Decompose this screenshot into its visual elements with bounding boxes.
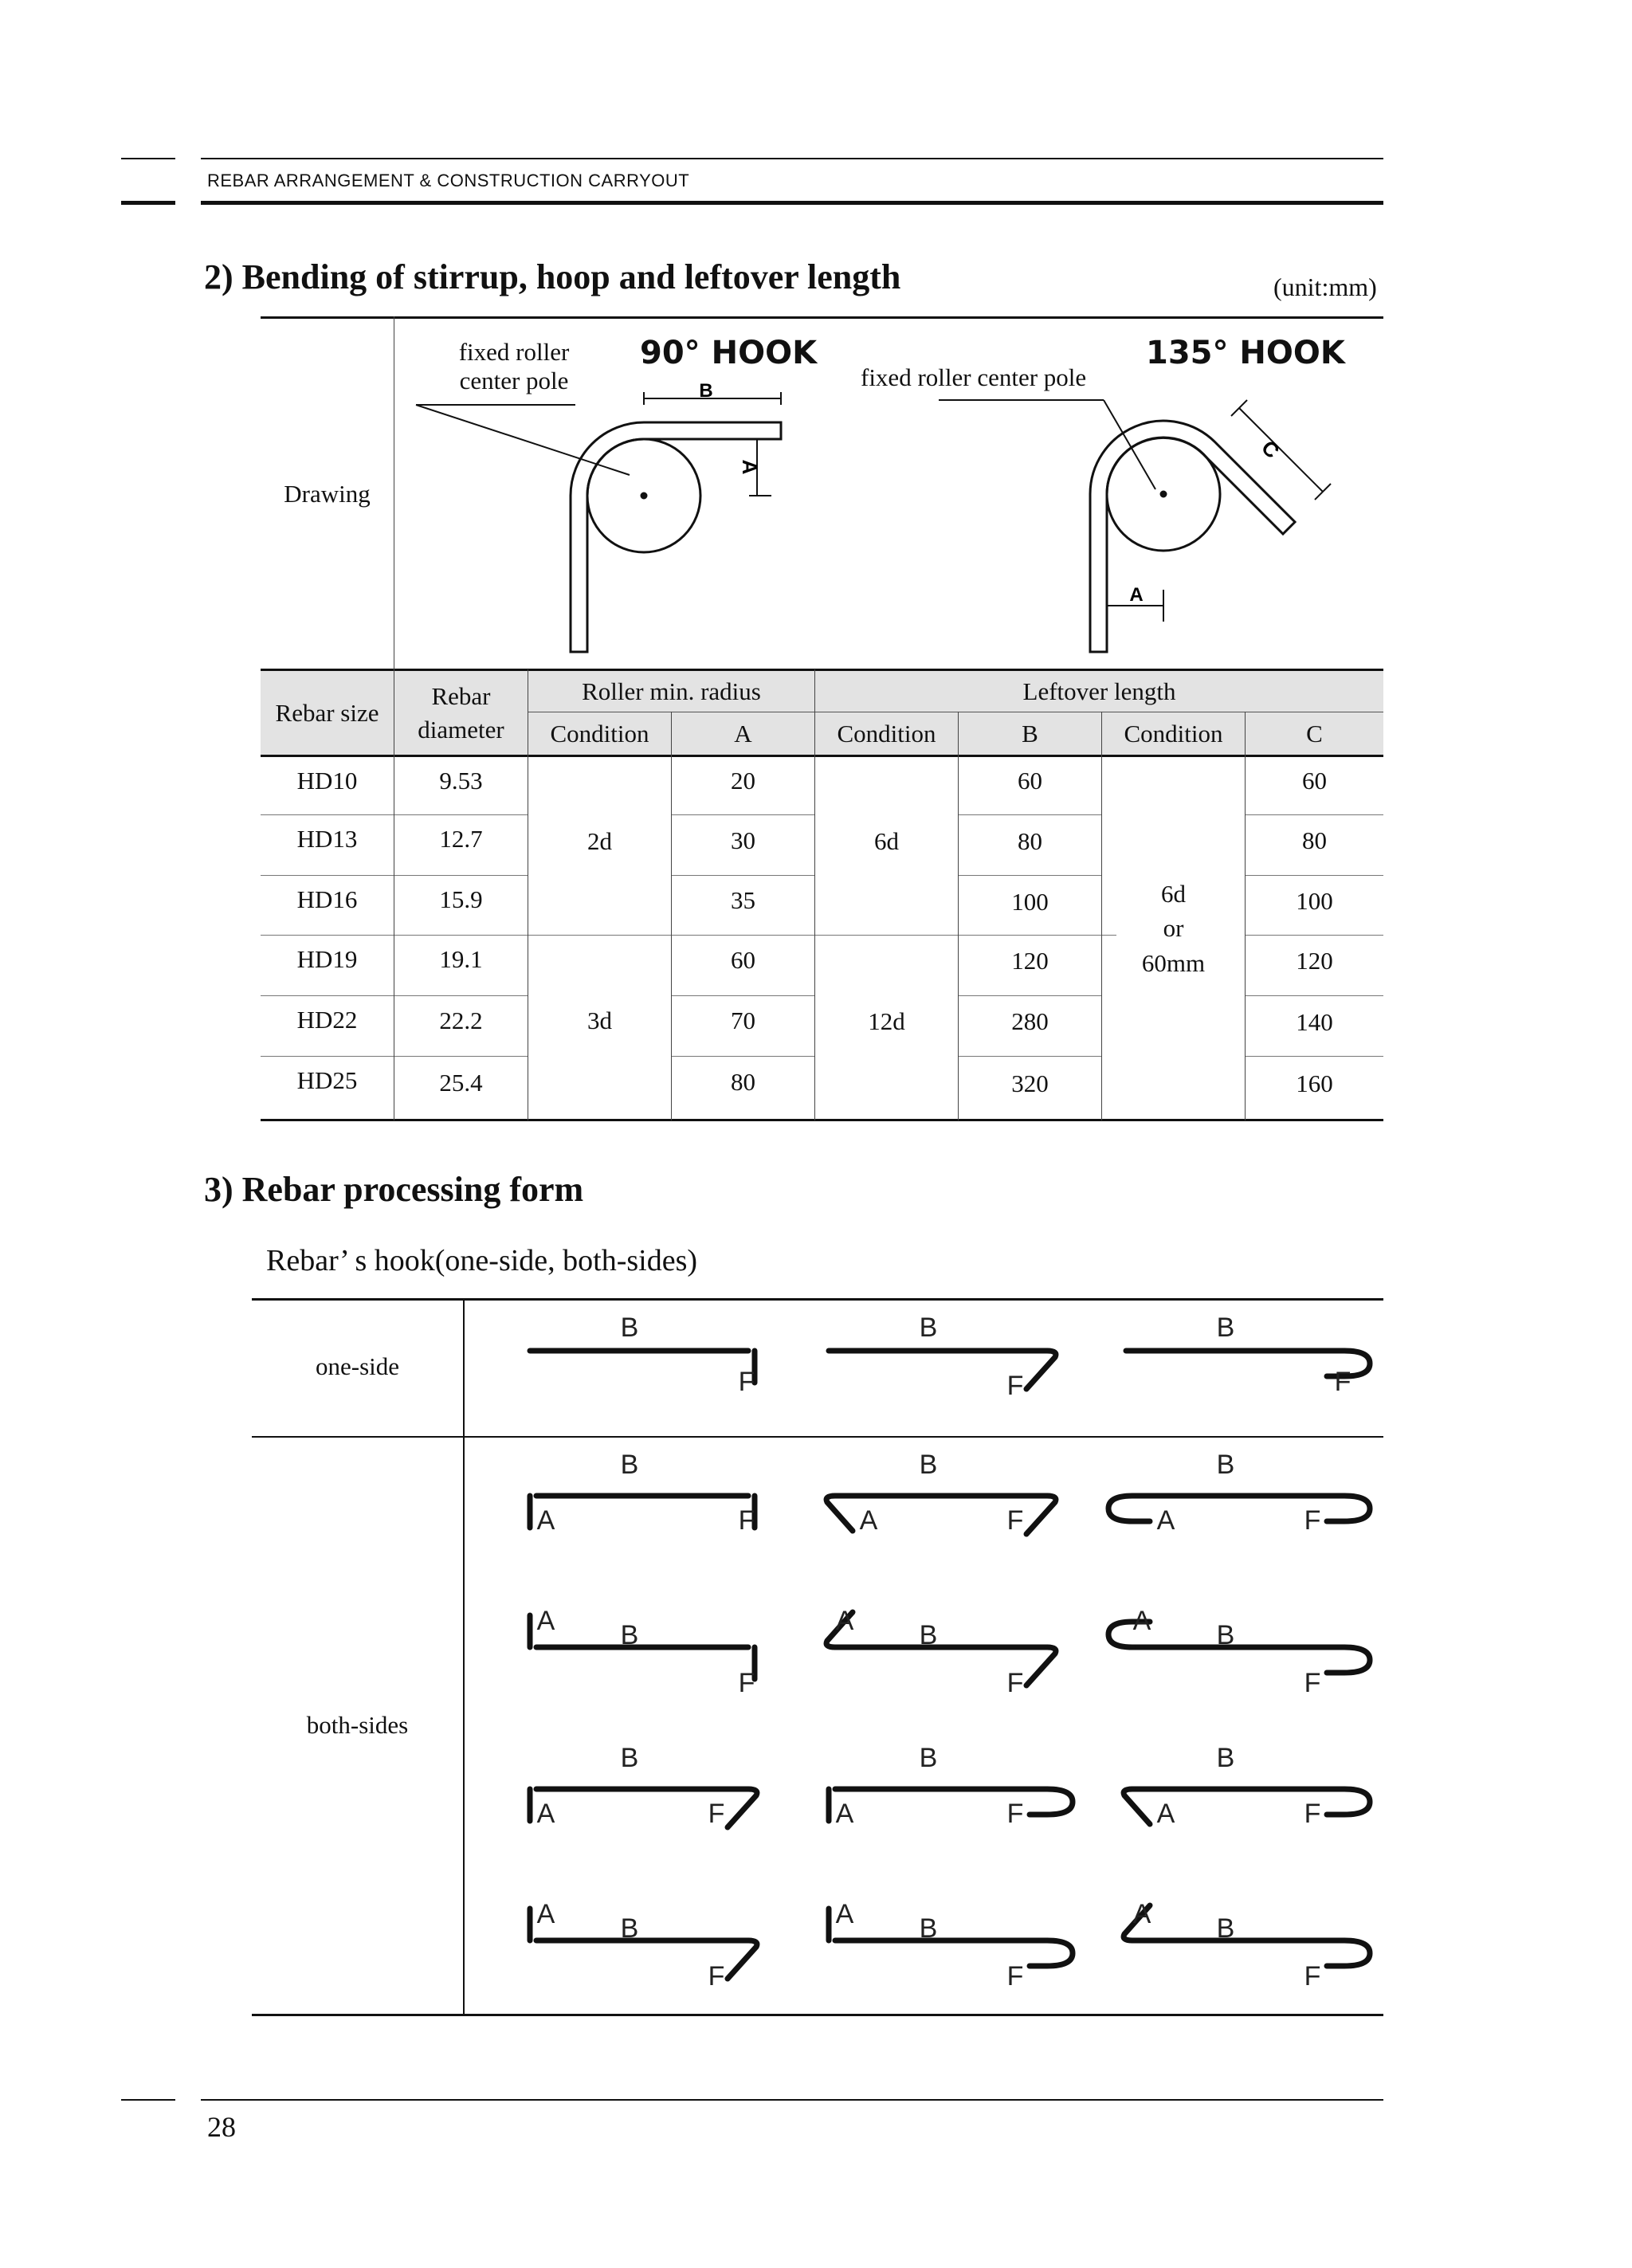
cell-c: 140 <box>1296 1008 1333 1037</box>
header-rebar-size: Rebar size <box>275 699 379 728</box>
both-sides-right-hook <box>728 1789 757 1827</box>
hook90-leader-line2: center pole <box>459 366 569 394</box>
cell-size: HD25 <box>296 1066 358 1095</box>
letter-f: F <box>1006 1371 1024 1401</box>
leftover-b-condition-12d: 12d <box>868 1007 905 1036</box>
letter-f: F <box>708 1961 725 1991</box>
both-sides-left-hook <box>1108 1496 1150 1521</box>
hook90-dim-a-label: A <box>738 459 762 475</box>
letter-b: B <box>1216 1313 1235 1343</box>
letter-b: B <box>620 1450 639 1480</box>
letter-f: F <box>1006 1505 1024 1536</box>
letter-f: F <box>1006 1961 1024 1991</box>
letter-a: A <box>835 1799 854 1829</box>
cell-size: HD13 <box>296 825 358 853</box>
hook90-title: 90° HOOK <box>640 335 818 371</box>
cell-diameter: 9.53 <box>439 767 483 795</box>
letter-b: B <box>1216 1450 1235 1480</box>
both-sides-right-hook <box>1327 1496 1370 1521</box>
leftover-b-condition-6d: 6d <box>874 827 899 856</box>
footer-rule-left <box>121 2099 175 2101</box>
drawing-label: Drawing <box>284 480 371 508</box>
cell-a: 30 <box>731 826 755 855</box>
letter-a: A <box>1156 1505 1175 1536</box>
cell-b: 120 <box>1011 947 1049 975</box>
cell-diameter: 15.9 <box>439 885 483 914</box>
both-sides-left-hook <box>1124 1789 1150 1824</box>
cell-a: 35 <box>731 886 755 915</box>
letter-a: A <box>1132 1899 1151 1929</box>
cell-size: HD16 <box>296 885 358 914</box>
both-sides-label: both-sides <box>306 1711 409 1740</box>
letter-a: A <box>835 1606 854 1636</box>
cell-c: 60 <box>1302 767 1327 795</box>
cell-b: 100 <box>1011 888 1049 916</box>
header-rebar-diameter-line1: Rebar <box>431 682 491 711</box>
leftover-c-condition-line2: or <box>1163 914 1184 943</box>
both-sides-right-hook <box>728 1940 757 1979</box>
letter-b: B <box>620 1743 639 1773</box>
letter-f: F <box>708 1799 725 1829</box>
letter-f: F <box>738 1668 755 1698</box>
both-sides-right-hook <box>1030 1789 1073 1815</box>
both-sides-right-hook <box>1030 1940 1073 1966</box>
letter-f: F <box>738 1505 755 1536</box>
cell-c: 160 <box>1296 1069 1333 1098</box>
footer-rule <box>201 2099 1383 2101</box>
letter-b: B <box>919 1450 938 1480</box>
cell-size: HD22 <box>296 1006 358 1034</box>
both-sides-right-hook <box>1026 1496 1056 1534</box>
cell-diameter: 19.1 <box>439 945 483 974</box>
header-condition-b: Condition <box>837 720 936 748</box>
both-sides-right-hook <box>1327 1940 1370 1966</box>
letter-b: B <box>620 1313 639 1343</box>
page-number: 28 <box>207 2111 236 2143</box>
letter-f: F <box>738 1367 755 1397</box>
header-roller-min-radius: Roller min. radius <box>582 677 761 705</box>
hook90-dim-b-label: B <box>699 380 713 402</box>
hook135-leader-label: fixed roller center pole <box>861 363 1087 391</box>
cell-size: HD19 <box>296 945 358 974</box>
cell-size: HD10 <box>296 767 358 795</box>
both-sides-right-hook <box>1327 1789 1370 1815</box>
cell-c: 100 <box>1296 887 1333 916</box>
letter-b: B <box>919 1620 938 1650</box>
roller-condition-3d: 3d <box>587 1006 612 1035</box>
cell-diameter: 22.2 <box>439 1006 483 1035</box>
letter-f: F <box>1304 1668 1321 1698</box>
cell-c: 80 <box>1302 826 1327 855</box>
cell-a: 60 <box>731 946 755 975</box>
header-c: C <box>1306 720 1323 748</box>
running-header: REBAR ARRANGEMENT & CONSTRUCTION CARRYOUT <box>207 171 690 190</box>
cell-diameter: 25.4 <box>439 1069 483 1097</box>
hook135-dim-c-label: C <box>1257 435 1285 463</box>
hook90-leader-line1: fixed roller <box>458 338 570 366</box>
letter-f: F <box>1006 1668 1024 1698</box>
header-leftover-length: Leftover length <box>1022 677 1176 705</box>
letter-a: A <box>536 1505 555 1536</box>
both-sides-left-hook <box>826 1496 853 1531</box>
letter-b: B <box>1216 1743 1235 1773</box>
letter-f: F <box>1304 1505 1321 1536</box>
section-2-title: 2) Bending of stirrup, hoop and leftover length <box>204 257 901 296</box>
cell-b: 60 <box>1018 767 1042 795</box>
both-sides-right-hook <box>1026 1647 1056 1685</box>
leftover-c-condition-line3: 60mm <box>1141 948 1206 977</box>
letter-f: F <box>1334 1367 1352 1397</box>
section-3-subtitle: Rebar’ s hook(one-side, both-sides) <box>266 1244 698 1277</box>
header-condition-c: Condition <box>1124 720 1223 748</box>
one-side-label: one-side <box>315 1352 400 1381</box>
letter-b: B <box>620 1913 639 1944</box>
letter-b: B <box>919 1743 938 1773</box>
section-3-title: 3) Rebar processing form <box>204 1170 584 1209</box>
letter-b: B <box>1216 1913 1235 1944</box>
cell-c: 120 <box>1296 947 1333 975</box>
letter-a: A <box>1132 1606 1151 1636</box>
both-sides-right-hook <box>1327 1647 1370 1673</box>
one-side-hook <box>1026 1351 1056 1389</box>
cell-b: 280 <box>1011 1007 1049 1036</box>
letter-b: B <box>919 1913 938 1944</box>
letter-a: A <box>536 1606 555 1636</box>
letter-f: F <box>1006 1799 1024 1829</box>
roller-condition-2d: 2d <box>587 827 612 856</box>
header-b: B <box>1022 720 1038 748</box>
letter-a: A <box>1156 1799 1175 1829</box>
header-rebar-diameter-line2: diameter <box>418 716 504 744</box>
letter-f: F <box>1304 1961 1321 1991</box>
hook135-title: 135° HOOK <box>1146 335 1345 371</box>
leftover-c-condition-line1: 6d <box>1161 879 1186 908</box>
letter-b: B <box>1216 1620 1235 1650</box>
letter-f: F <box>1304 1799 1321 1829</box>
header-a: A <box>734 720 752 748</box>
cell-b: 80 <box>1018 827 1042 856</box>
cell-a: 70 <box>731 1006 755 1035</box>
unit-label: (unit:mm) <box>1273 273 1377 301</box>
letter-b: B <box>919 1313 938 1343</box>
letter-a: A <box>835 1899 854 1929</box>
letter-a: A <box>536 1799 555 1829</box>
letter-a: A <box>859 1505 878 1536</box>
letter-a: A <box>536 1899 555 1929</box>
cell-a: 80 <box>731 1068 755 1097</box>
letter-b: B <box>620 1620 639 1650</box>
header-condition-roller: Condition <box>550 720 649 748</box>
cell-a: 20 <box>731 767 755 795</box>
hook135-dim-a-label: A <box>1129 584 1144 606</box>
cell-diameter: 12.7 <box>439 825 483 853</box>
cell-b: 320 <box>1011 1069 1049 1098</box>
